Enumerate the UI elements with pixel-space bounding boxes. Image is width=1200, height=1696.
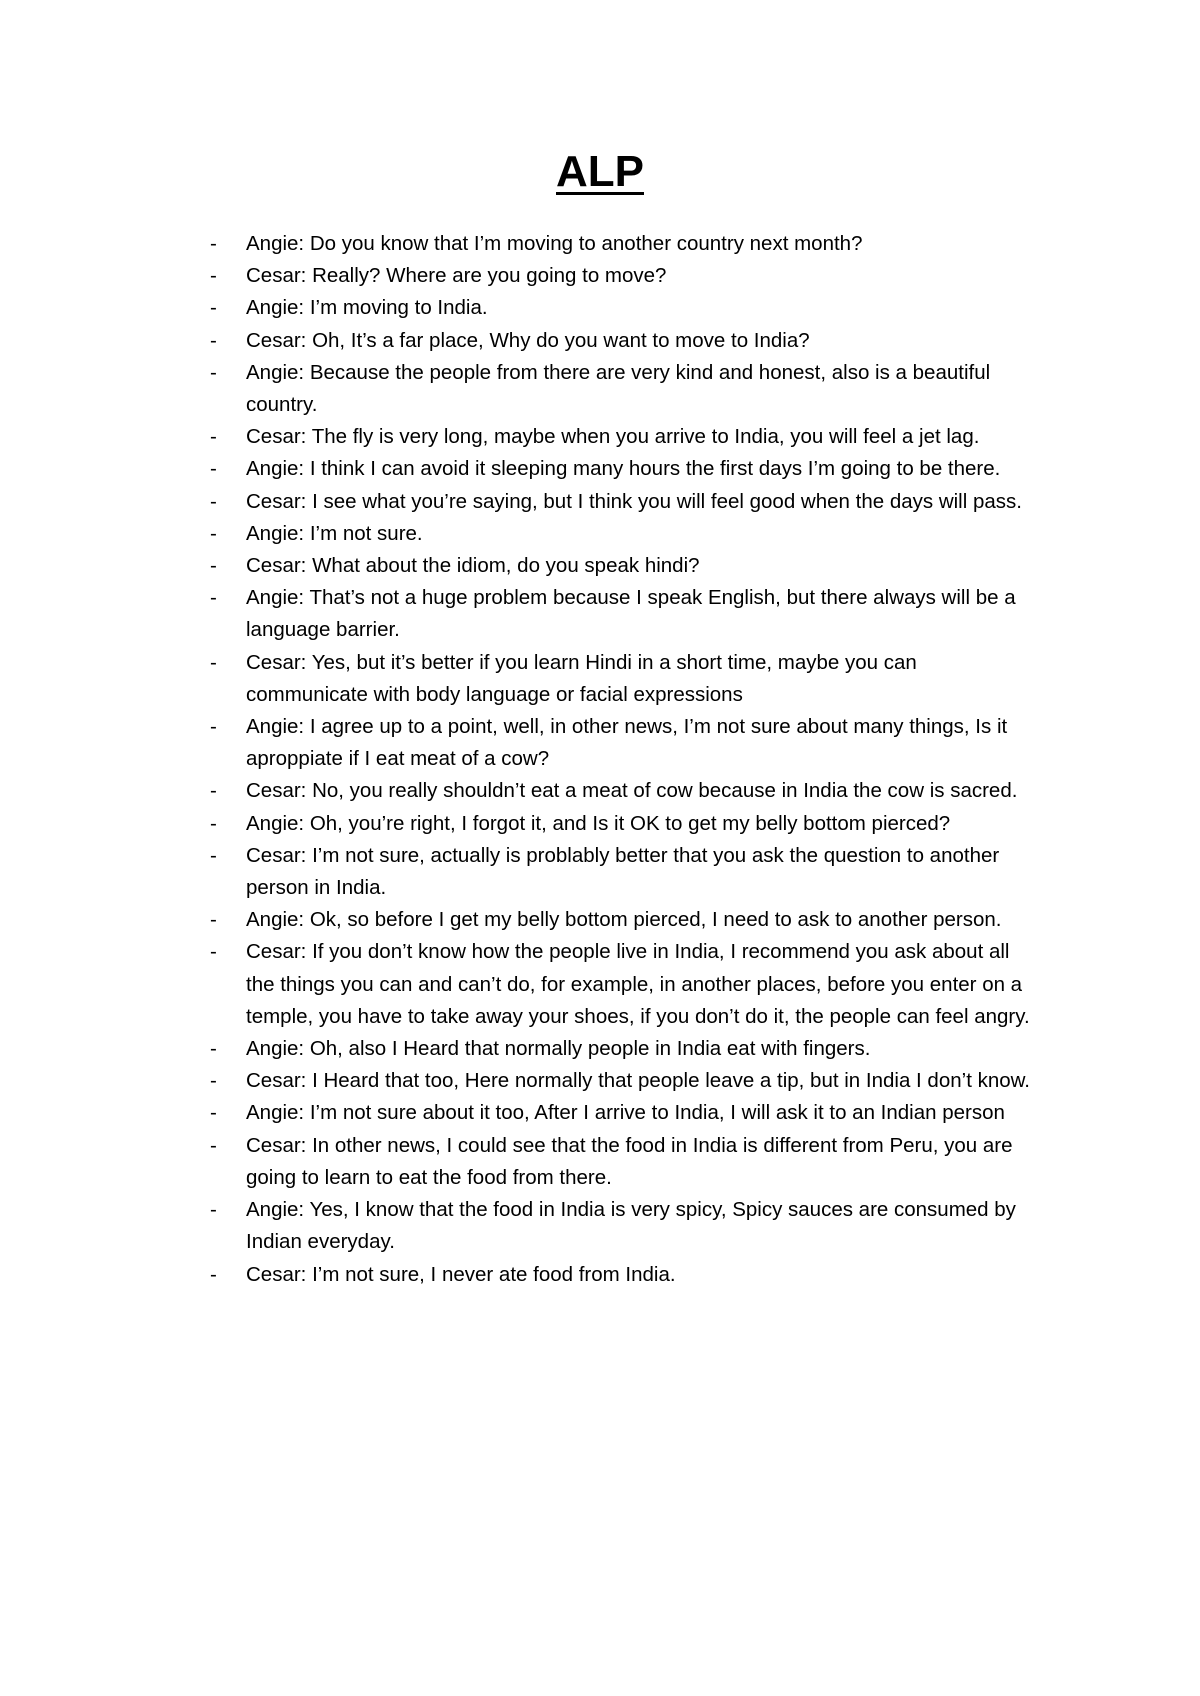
dialogue-text: Angie: Because the people from there are very kind and honest, also is a beautiful country. bbox=[246, 360, 991, 417]
dialogue-line bbox=[210, 357, 1040, 421]
dialogue-line bbox=[210, 1259, 1040, 1291]
dialogue-text: Angie: Yes, I know that the food in India is very spicy, Spicy sauces are consumed by Indian everyday. bbox=[246, 1198, 1016, 1254]
dialogue-line bbox=[210, 775, 1040, 807]
dialogue-line bbox=[210, 1194, 1040, 1258]
dialogue-line bbox=[210, 260, 1040, 292]
dialogue-line bbox=[210, 518, 1040, 550]
dialogue-line bbox=[210, 550, 1040, 582]
list-dash: - bbox=[210, 457, 217, 481]
dialogue-line bbox=[210, 1065, 1040, 1097]
dialogue-text: Cesar: I’m not sure, actually is problably better that you ask the question to another person in India. bbox=[246, 843, 1000, 900]
dialogue-text: Cesar: Really? Where are you going to move? bbox=[246, 264, 667, 288]
dialogue-text: Cesar: If you don’t know how the people live in India, I recommend you ask about all the things you can and can’t do, for example, in another places, before you enter on a temple, you have to take away your shoes, if you don’t do it, the people can feel angry. bbox=[246, 940, 1030, 1028]
dialogue-text: Cesar: I’m not sure, I never ate food from India. bbox=[246, 1262, 676, 1286]
list-dash: - bbox=[210, 940, 217, 964]
dialogue-text: Cesar: The fly is very long, maybe when you arrive to India, you will feel a jet lag. bbox=[246, 425, 980, 449]
dialogue-line bbox=[210, 840, 1040, 904]
dialogue-text: Cesar: Oh, It’s a far place, Why do you want to move to India? bbox=[246, 328, 810, 352]
dialogue-line bbox=[210, 486, 1040, 518]
list-dash: - bbox=[210, 715, 217, 739]
list-dash: - bbox=[210, 360, 217, 384]
list-dash: - bbox=[210, 843, 217, 867]
dialogue-line bbox=[210, 1130, 1040, 1194]
list-dash: - bbox=[210, 296, 217, 320]
dialogue-text: Cesar: Yes, but it’s better if you learn Hindi in a short time, maybe you can communicate with body language or facial expressions bbox=[246, 650, 917, 706]
list-dash: - bbox=[210, 779, 217, 803]
dialogue-text: Angie: Ok, so before I get my belly bottom pierced, I need to ask to another person. bbox=[246, 908, 1002, 932]
dialogue-text: Angie: Do you know that I’m moving to another country next month? bbox=[246, 232, 863, 255]
list-dash: - bbox=[210, 232, 217, 255]
dialogue-line bbox=[210, 808, 1040, 840]
dialogue-text: Angie: Oh, also I Heard that normally people in India eat with fingers. bbox=[246, 1037, 871, 1061]
dialogue-text: Angie: I’m not sure. bbox=[246, 521, 423, 545]
dialogue-text: Angie: That’s not a huge problem because I speak English, but there always will be a language barrier. bbox=[246, 586, 1016, 642]
list-dash: - bbox=[210, 586, 217, 610]
dialogue-text: Cesar: What about the idiom, do you speak hindi? bbox=[246, 554, 700, 578]
list-dash: - bbox=[210, 264, 217, 288]
list-dash: - bbox=[210, 489, 217, 513]
list-dash: - bbox=[210, 521, 217, 545]
dialogue-line bbox=[210, 904, 1040, 936]
list-dash: - bbox=[210, 1101, 217, 1125]
dialogue-text: Angie: I’m not sure about it too, After I arrive to India, I will ask it to an Indian person bbox=[246, 1101, 1005, 1125]
list-dash: - bbox=[210, 1133, 217, 1157]
dialogue-line bbox=[210, 1033, 1040, 1065]
list-dash: - bbox=[210, 811, 217, 835]
dialogue-text: Angie: I agree up to a point, well, in other news, I’m not sure about many things, Is it aproppiate if I eat meat of a cow? bbox=[246, 715, 1008, 771]
dialogue-text: Angie: Oh, you’re right, I forgot it, and Is it OK to get my belly bottom pierced? bbox=[246, 811, 951, 835]
dialogue-text: Cesar: In other news, I could see that the food in India is different from Peru, you are going to learn to eat the food from there. bbox=[246, 1133, 1013, 1189]
dialogue-line bbox=[210, 421, 1040, 453]
dialogue-line bbox=[210, 711, 1040, 775]
list-dash: - bbox=[210, 328, 217, 352]
dialogue-line bbox=[210, 647, 1040, 711]
list-dash: - bbox=[210, 908, 217, 932]
dialogue-text: Angie: I think I can avoid it sleeping many hours the first days I’m going to be there. bbox=[246, 457, 1001, 481]
list-dash: - bbox=[210, 1069, 217, 1093]
dialogue-line bbox=[210, 228, 1040, 260]
dialogue-list bbox=[210, 228, 1040, 1291]
dialogue-line bbox=[210, 325, 1040, 357]
dialogue-line bbox=[210, 582, 1040, 646]
list-dash: - bbox=[210, 554, 217, 578]
list-dash: - bbox=[210, 1037, 217, 1061]
dialogue-text: Cesar: No, you really shouldn’t eat a meat of cow because in India the cow is sacred. bbox=[246, 779, 1018, 803]
list-dash: - bbox=[210, 1198, 217, 1222]
list-dash: - bbox=[210, 425, 217, 449]
dialogue-line bbox=[210, 453, 1040, 485]
dialogue-text: Cesar: I see what you’re saying, but I think you will feel good when the days will pass. bbox=[246, 489, 1022, 513]
dialogue-text: Angie: I’m moving to India. bbox=[246, 296, 488, 320]
list-dash: - bbox=[210, 650, 217, 674]
dialogue-line bbox=[210, 292, 1040, 324]
dialogue-line bbox=[210, 936, 1040, 1033]
document-title: ALP bbox=[556, 147, 644, 196]
list-dash: - bbox=[210, 1262, 217, 1286]
dialogue-text: Cesar: I Heard that too, Here normally that people leave a tip, but in India I don’t know. bbox=[246, 1069, 1031, 1093]
dialogue-line bbox=[210, 1097, 1040, 1129]
